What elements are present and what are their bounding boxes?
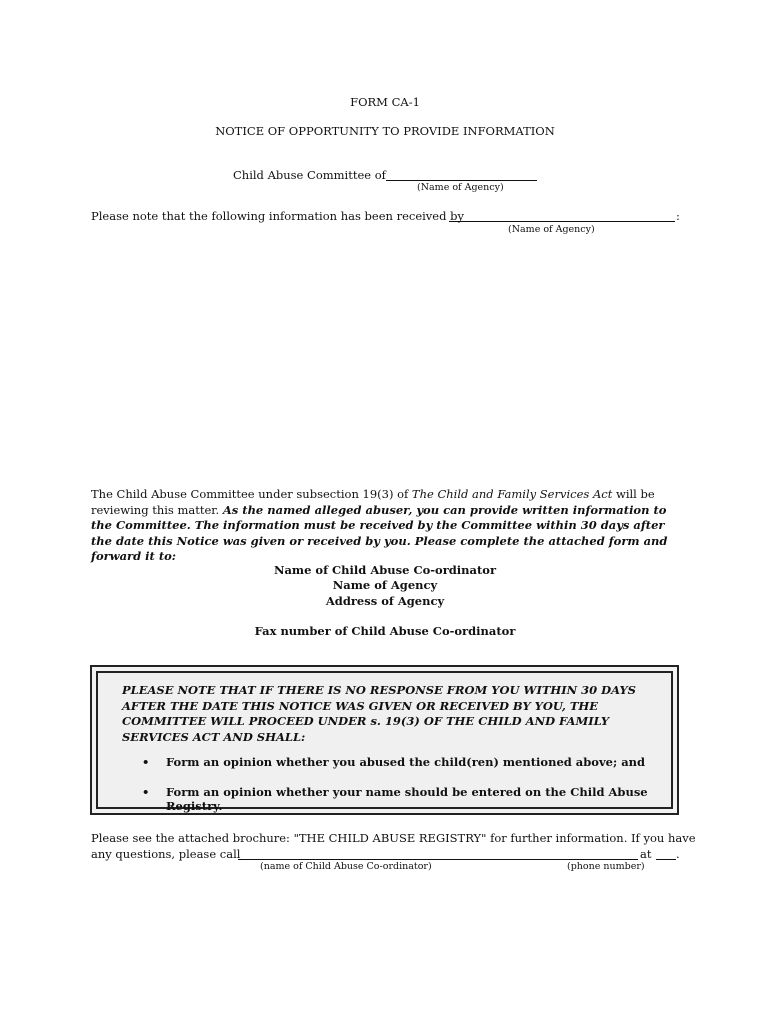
- closing-period: .: [676, 847, 680, 861]
- closing-line-2-prefix: any questions, please call: [91, 847, 241, 861]
- closing-line-1: Please see the attached brochure: "THE CHILD ABUSE REGISTRY" for further information. If you have: [91, 831, 696, 845]
- notice-box: [90, 665, 679, 815]
- received-agency-field[interactable]: [449, 221, 675, 222]
- at-label: at: [640, 847, 652, 861]
- coordinator-name-field[interactable]: [238, 859, 638, 860]
- received-colon: :: [676, 209, 680, 223]
- form-title: NOTICE OF OPPORTUNITY TO PROVIDE INFORMATION: [215, 124, 555, 138]
- act-name: The Child and Family Services Act: [411, 487, 613, 501]
- phone-number-caption: (phone number): [567, 861, 645, 872]
- bullet-2-text: Form an opinion whether your name should be entered on the Child Abuse Registry.: [166, 785, 648, 813]
- committee-label: Child Abuse Committee of: [233, 168, 386, 182]
- coordinator-fax: Fax number of Child Abuse Co-ordinator: [254, 624, 516, 638]
- received-agency-caption: (Name of Agency): [508, 224, 595, 235]
- phone-number-field[interactable]: [656, 859, 676, 860]
- bullet-2-symbol: •: [142, 785, 150, 799]
- committee-agency-caption: (Name of Agency): [417, 182, 504, 193]
- received-label: Please note that the following information has been received by: [91, 209, 464, 223]
- committee-agency-field[interactable]: [386, 180, 537, 181]
- information-area[interactable]: [91, 245, 679, 480]
- review-text-2: will be reviewing this matter.: [91, 487, 655, 517]
- notice-box-inner: [96, 671, 673, 813]
- coordinator-name-caption: (name of Child Abuse Co-ordinator): [260, 861, 432, 872]
- review-paragraph: [91, 487, 679, 565]
- bullet-1-symbol: •: [142, 755, 150, 769]
- coordinator-name: Name of Child Abuse Co-ordinator: [273, 563, 497, 577]
- notice-text: PLEASE NOTE THAT IF THERE IS NO RESPONSE FROM YOU WITHIN 30 DAYS AFTER THE DATE THIS NOTICE WAS GIVEN OR RECEIVED BY YOU, THE COMMITTEE WILL PROCEED UNDER s. 19(3) OF THE CHILD AND FAMILY SERVICES ACT AND SHALL:: [122, 683, 636, 744]
- review-text-1: The Child Abuse Committee under subsection 19(3) of: [91, 487, 412, 501]
- agency-address: Address of Agency: [325, 594, 445, 608]
- agency-name: Name of Agency: [332, 578, 438, 592]
- bullet-1-text: Form an opinion whether you abused the child(ren) mentioned above; and: [166, 755, 646, 769]
- form-id: FORM CA-1: [350, 95, 420, 109]
- review-emphasis: As the named alleged abuser, you can provide written information to the Committee. The information must be received by the Committee within 30 days after the date this Notice was given or received by you. Please complete the attached form and forward it to:: [91, 502, 668, 563]
